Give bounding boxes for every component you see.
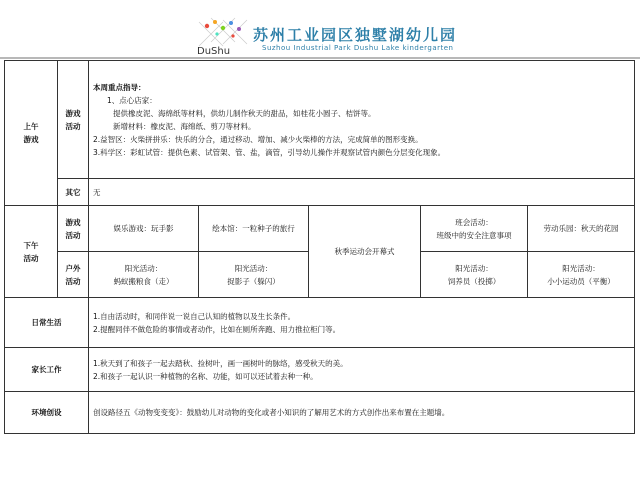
morning-other-row xyxy=(5,179,635,206)
parents-work-row xyxy=(5,348,635,392)
daily-life-content xyxy=(89,298,635,348)
guidance-line: 3.科学区：彩虹试管：提供色素、试管架、管、盐，滴管，引导幼儿操作并观察试管内颜色分层变化现象。 xyxy=(93,147,446,157)
afternoon-outdoor-tue: 阳光活动： 捉影子（躲闪） xyxy=(199,252,309,298)
kindergarten-logo-icon xyxy=(193,16,253,56)
guidance-line: 新增材料：橡皮泥、海绵纸、剪刀等材料。 xyxy=(113,121,256,131)
afternoon-outdoor-fri: 阳光活动： 小小运动员（平衡） xyxy=(528,252,635,298)
afternoon-merged-event: 秋季运动会开幕式 xyxy=(309,206,421,298)
afternoon-game-fri: 劳动乐园：秋天的花园 xyxy=(528,206,635,252)
afternoon-outdoor-thu: 阳光活动： 饲养员（投掷） xyxy=(421,252,528,298)
guidance-line: 2.益智区：火柴拼拼乐：快乐的分合，通过移动、增加、减少火柴棒的方法，完成简单的图形变换。 xyxy=(93,134,423,144)
morning-game-content xyxy=(89,61,635,179)
afternoon-game-label: 游戏 活动 xyxy=(58,206,89,252)
parents-line: 2.和孩子一起认识一种植物的名称、功能，如可以还试着去种一种。 xyxy=(93,371,318,381)
afternoon-label: 下午 活动 xyxy=(5,206,58,298)
morning-other-content: 无 xyxy=(89,179,635,206)
guidance-title: 本周重点指导： xyxy=(93,82,146,92)
parents-line: 1.秋天到了和孩子一起去踏秋、捡树叶，画一画树叶的脉络，感受秋天的美。 xyxy=(93,358,348,368)
guidance-line: 1、点心店家： xyxy=(107,95,157,105)
afternoon-game-tue: 绘本馆：一粒种子的旅行 xyxy=(199,206,309,252)
daily-life-row xyxy=(5,298,635,348)
daily-line: 2.提醒同伴不做危险的事情或者动作，比如在厕所奔跑、用力推拉柜门等。 xyxy=(93,324,341,334)
daily-life-label: 日常生活 xyxy=(5,298,89,348)
afternoon-game-mon: 娱乐游戏：玩手影 xyxy=(89,206,199,252)
kindergarten-name-en: Suzhou Industrial Park Dushu Lake kindergarten xyxy=(262,44,454,52)
environment-row xyxy=(5,392,635,434)
afternoon-game-thu: 班会活动： 班级中的安全注意事项 xyxy=(421,206,528,252)
morning-label: 上午 游戏 xyxy=(5,61,58,206)
environment-content: 创设路径五《动物变变变》：鼓励幼儿对动物的变化或者小知识的了解用艺术的方式创作出来布置在主题墙。 xyxy=(89,392,635,434)
environment-label: 环境创设 xyxy=(5,392,89,434)
daily-line: 1.自由活动时，和同伴说一说自己认知的植物以及生长条件。 xyxy=(93,311,296,321)
morning-game-row xyxy=(5,61,635,179)
parents-work-label: 家长工作 xyxy=(5,348,89,392)
afternoon-game-row xyxy=(5,206,635,252)
weekly-plan-table xyxy=(4,60,635,434)
header-divider xyxy=(0,57,640,59)
page-header xyxy=(0,0,640,58)
kindergarten-name-cn: 苏州工业园区独墅湖幼儿园 xyxy=(253,26,458,44)
parents-work-content xyxy=(89,348,635,392)
svg-text:DuShu: DuShu xyxy=(197,46,231,56)
guidance-line: 提供橡皮泥、海绵纸等材料，供幼儿制作秋天的甜品，如桂花小圆子、桔饼等。 xyxy=(113,108,376,118)
afternoon-outdoor-mon: 阳光活动： 蚂蚁搬粮食（走） xyxy=(89,252,199,298)
morning-game-label: 游戏 活动 xyxy=(58,61,89,179)
afternoon-outdoor-label: 户外 活动 xyxy=(58,252,89,298)
morning-other-label: 其它 xyxy=(58,179,89,206)
